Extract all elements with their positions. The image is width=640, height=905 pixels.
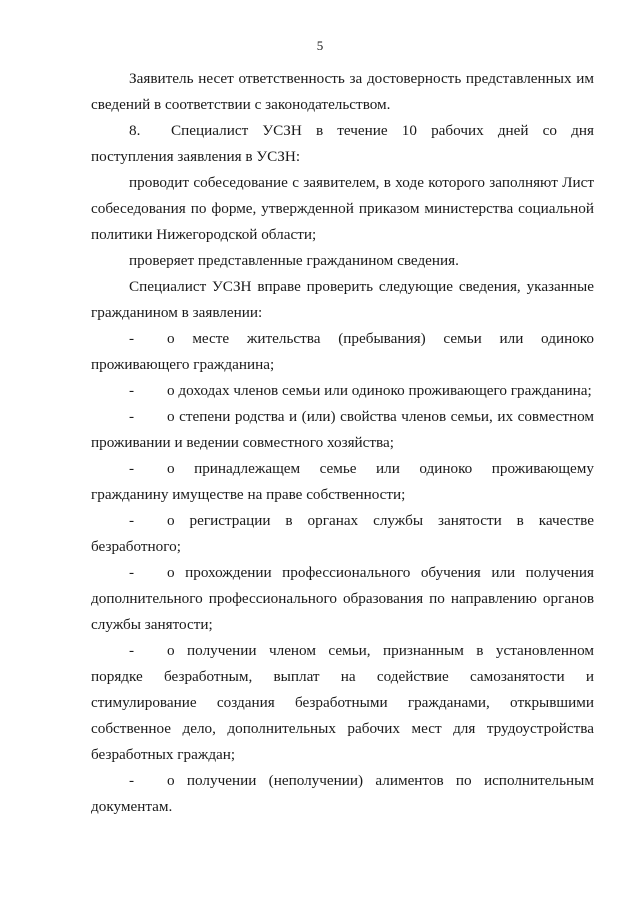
clause-number: 8. [129, 122, 141, 139]
list-dash: - [129, 460, 135, 477]
list-dash: - [129, 512, 135, 529]
paragraph-responsibility: Заявитель несет ответственность за достоверность представленных им сведений в соответствии с законодательством. [91, 70, 594, 113]
list-item: о степени родства и (или) свойства членов семьи, их совместном проживании и ведении совместного хозяйства; [91, 408, 594, 451]
list-dash: - [129, 408, 135, 425]
list-item: о принадлежащем семье или одиноко проживающему гражданину имуществе на праве собственности; [91, 460, 594, 503]
list-dash: - [129, 564, 135, 581]
list-dash: - [129, 642, 135, 659]
list-item: о получении членом семьи, признанным в установленном порядке безработным, выплат на содействие самозанятости и стимулирование создания безработными гражданами, открывшими собственное дело, дополнительных рабочих мест для трудоустройства безработных граждан; [91, 642, 594, 763]
list-item: о регистрации в органах службы занятости в качестве безработного; [91, 512, 594, 555]
paragraph-interview: проводит собеседование с заявителем, в ходе которого заполняют Лист собеседования по форме, утвержденной приказом министерства социальной политики Нижегородской области; [91, 174, 594, 243]
list-item: о месте жительства (пребывания) семьи или одиноко проживающего гражданина; [91, 330, 594, 373]
paragraph-verify: проверяет представленные гражданином сведения. [129, 252, 459, 269]
list-dash: - [129, 382, 135, 399]
paragraph-right-to-check: Специалист УСЗН вправе проверить следующие сведения, указанные гражданином в заявлении: [91, 278, 594, 321]
list-item: о прохождении профессионального обучения или получения дополнительного профессионального образования по направлению органов службы занятости; [91, 564, 594, 633]
paragraph-clause-8: Специалист УСЗН в течение 10 рабочих дней со дня поступления заявления в УСЗН: [91, 122, 594, 165]
list-dash: - [129, 330, 135, 347]
page-number: 5 [316, 38, 324, 53]
list-dash: - [129, 772, 135, 789]
list-item: о получении (неполучении) алиментов по исполнительным документам. [91, 772, 594, 815]
list-item: о доходах членов семьи или одиноко проживающего гражданина; [167, 382, 592, 399]
